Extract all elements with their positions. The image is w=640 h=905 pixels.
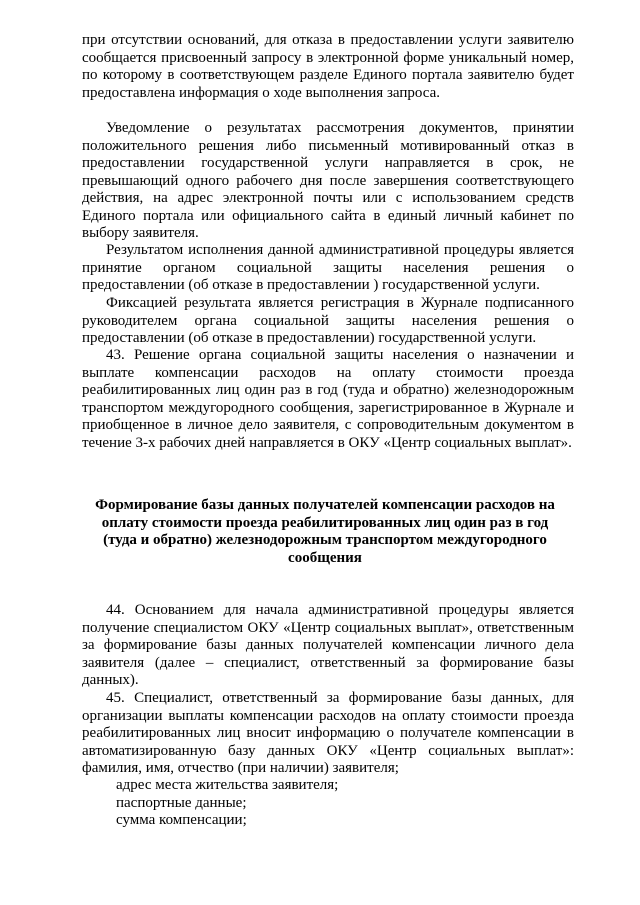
- paragraph-45: 45. Специалист, ответственный за формирование базы данных, для организации выплаты компенсации расходов на оплату стоимости проезда реабилитированных лиц вносит информацию о получателе компенсации в автоматизированную базу данных ОКУ «Центр социальных выплат»: фамилия, имя, отчество (при наличии) заявителя;: [82, 690, 574, 776]
- paragraph-44: 44. Основанием для начала административной процедуры является получение специалистом ОКУ «Центр социальных выплат», ответственным за формирование базы данных получателей компенсации личного дела заявителя (далее – специалист, ответственный за формирование базы данных).: [82, 602, 574, 688]
- paragraph-fixation: Фиксацией результата является регистрация в Журнале подписанного руководителем органа социальной защиты населения решения о предоставлении (об отказе в предоставлении) государственной услуги.: [82, 295, 574, 346]
- paragraph-notification: Уведомление о результатах рассмотрения документов, принятии положительного решения либо письменный мотивированный отказ в предоставлении государственной услуги направляется в срок, не превышающий одного рабочего дня после завершения соответствующего действия, на адрес электронной почты или с использованием средств Единого портала или официального сайта в единый личный кабинет по выбору заявителя.: [82, 120, 574, 241]
- list-item: сумма компенсации;: [116, 812, 247, 828]
- paragraph-portal-request: при отсутствии оснований, для отказа в предоставлении услуги заявителю сообщается присвоенный запросу в электронной форме уникальный номер, по которому в соответствующем разделе Единого портала заявителю будет предоставлена информация о ходе выполнения запроса.: [82, 32, 574, 101]
- paragraph-43: 43. Решение органа социальной защиты населения о назначении и выплате компенсации расходов на оплату стоимости проезда реабилитированных лиц один раз в год (туда и обратно) железнодорожным транспортом междугородного сообщения, зарегистрированное в Журнале и приобщенное в личное дело заявителя, с сопроводительным документом в течение 3-х рабочих дней направляется в ОКУ «Центр социальных выплат».: [82, 347, 574, 451]
- list-item: адрес места жительства заявителя;: [116, 777, 339, 793]
- section-title: Формирование базы данных получателей компенсации расходов на оплату стоимости проезда реабилитированных лиц один раз в год (туда и обратно) железнодорожным транспортом междугородного сообщения: [95, 497, 555, 566]
- list-item: паспортные данные;: [116, 795, 247, 811]
- paragraph-result: Результатом исполнения данной административной процедуры является принятие органом социальной защиты населения решения о предоставлении (об отказе в предоставлении ) государственной услуги.: [82, 242, 574, 293]
